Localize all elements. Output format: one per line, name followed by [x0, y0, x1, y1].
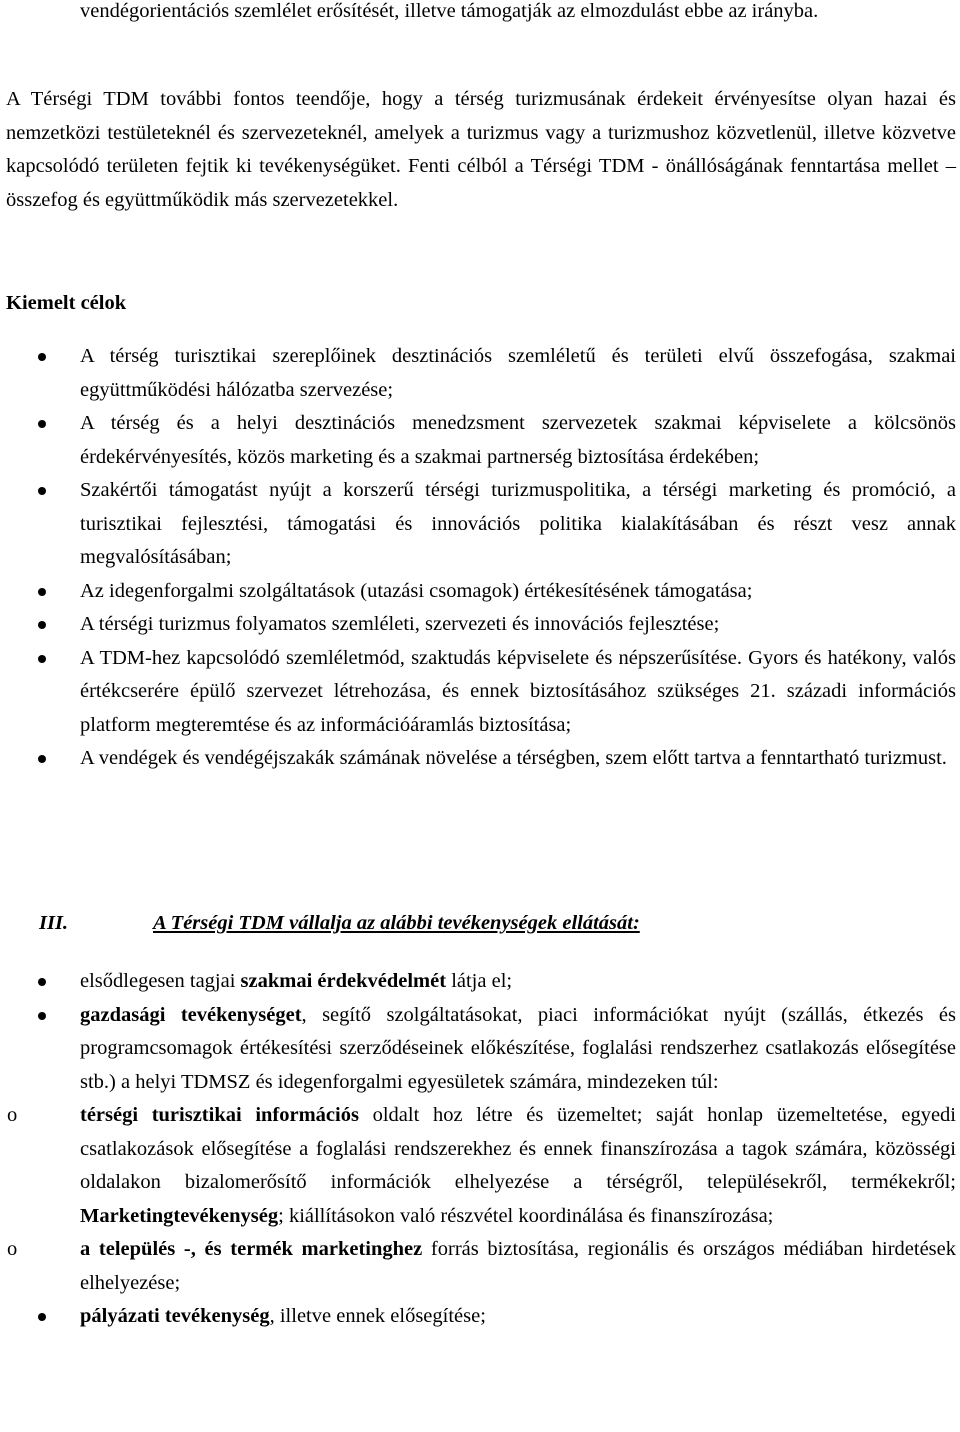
- list-item: Az idegenforgalmi szolgáltatások (utazási csomagok) értékesítésének támogatása;: [0, 575, 956, 609]
- list-item: A térség és a helyi desztinációs menedzsment szervezetek szakmai képviselete a kölcsönös érdekérvényesítés, közös marketing és a szakmai partnerség biztosítása érdekében;: [0, 407, 956, 474]
- list-item: pályázati tevékenység, illetve ennek elősegítése;: [0, 1300, 956, 1334]
- bullet-icon: [38, 978, 46, 986]
- bullet-icon: [38, 755, 46, 763]
- bullet-icon: [38, 420, 46, 428]
- list-item: A térség turisztikai szereplőinek desztinációs szemléletű és területi elvű összefogása, szakmai együttműködési hálózatba szervezése;: [0, 340, 956, 407]
- intro-paragraph-continuation: vendégorientációs szemlélet erősítését, illetve támogatják az elmozdulást ebbe az irányba.: [80, 0, 819, 22]
- bullet-icon: [38, 588, 46, 596]
- list-item: A TDM-hez kapcsolódó szemléletmód, szaktudás képviselete és népszerűsítése. Gyors és hatékony, valós értékcserére épülő szervezet létrehozása, és ennek biztosításához szükséges 21. századi információs platform megteremtése és az információáramlás biztosítása;: [0, 642, 956, 743]
- sub-list-item: o a település -, és termék marketinghez forrás biztosítása, regionális és országos médiában hirdetések elhelyezése;: [7, 1233, 956, 1300]
- circle-bullet-icon: o: [7, 1238, 18, 1260]
- circle-bullet-icon: o: [7, 1104, 18, 1126]
- bullet-icon: [38, 1313, 46, 1321]
- list-item: A térségi turizmus folyamatos szemléleti, szervezeti és innovációs fejlesztése;: [0, 608, 956, 642]
- sub-list-item: o térségi turisztikai információs oldalt hoz létre és üzemeltet; saját honlap üzemeltetése, egyedi csatlakozások elősegítése a foglalási rendszerekhez és ennek finanszírozása a tagok számára, közösségi oldalakon bizalomerősítő információk elhelyezése a térségről, településekről, termékekről; Marketingtevékenység; kiállításokon való részvétel koordinálása és finanszírozása;: [7, 1099, 956, 1233]
- activities-list: [0, 965, 956, 1334]
- bullet-icon: [38, 487, 46, 495]
- bullet-icon: [38, 621, 46, 629]
- tdm-tasks-paragraph: A Térségi TDM további fontos teendője, hogy a térség turizmusának érdekeit érvényesítse olyan hazai és nemzetközi testületeknél és szervezeteknél, amelyek a turizmus vagy a turizmushoz közvetlenül, illetve közvetve kapcsolódó területen fejtik ki tevékenységüket. Fenti célból a Térségi TDM - önállóságának fenntartása mellet – összefog és együttműködik más szervezetekkel.: [6, 88, 956, 211]
- bullet-icon: [38, 1012, 46, 1020]
- list-item: A vendégek és vendégéjszakák számának növelése a térségben, szem előtt tartva a fenntartható turizmust.: [0, 742, 956, 776]
- sub-list: [7, 1099, 957, 1300]
- section-title: A Térségi TDM vállalja az alábbi tevékenységek ellátását:: [153, 912, 640, 934]
- list-item: Szakértői támogatást nyújt a korszerű térségi turizmuspolitika, a térségi marketing és promóció, a turisztikai fejlesztési, támogatási és innovációs politika kialakításában és részt vesz annak megvalósításában;: [0, 474, 956, 575]
- bullet-icon: [38, 655, 46, 663]
- list-item: gazdasági tevékenységet, segítő szolgáltatásokat, piaci információkat nyújt (szállás, étkezés és programcsomagok értékesítési szerződéseinek előkészítése, foglalási rendszerhez csatlakozás elősegítése stb.) a helyi TDMSZ és idegenforgalmi egyesületek számára, mindezeken túl: o térségi turisztikai információs oldalt hoz létre és üzemeltet; saját honlap üzemeltetése, egyedi csatlakozások elősegítése a foglalási rendszerekhez és ennek finanszírozása a tagok számára, közösségi oldalakon bizalomerősítő információk elhelyezése a térségről, településekről, termékekről; Marketingtevékenység; kiállításokon való részvétel koordinálása és finanszírozása; o a település -, és termék marketinghez forrás biztosítása, regionális és országos médiában hirdetések elhelyezése;: [0, 999, 956, 1301]
- bullet-icon: [38, 353, 46, 361]
- goals-list: [0, 340, 956, 776]
- goals-heading: Kiemelt célok: [6, 292, 127, 314]
- section-heading: [39, 907, 640, 941]
- list-item: elsődlegesen tagjai szakmai érdekvédelmét látja el;: [0, 965, 956, 999]
- section-number: III.: [39, 912, 69, 934]
